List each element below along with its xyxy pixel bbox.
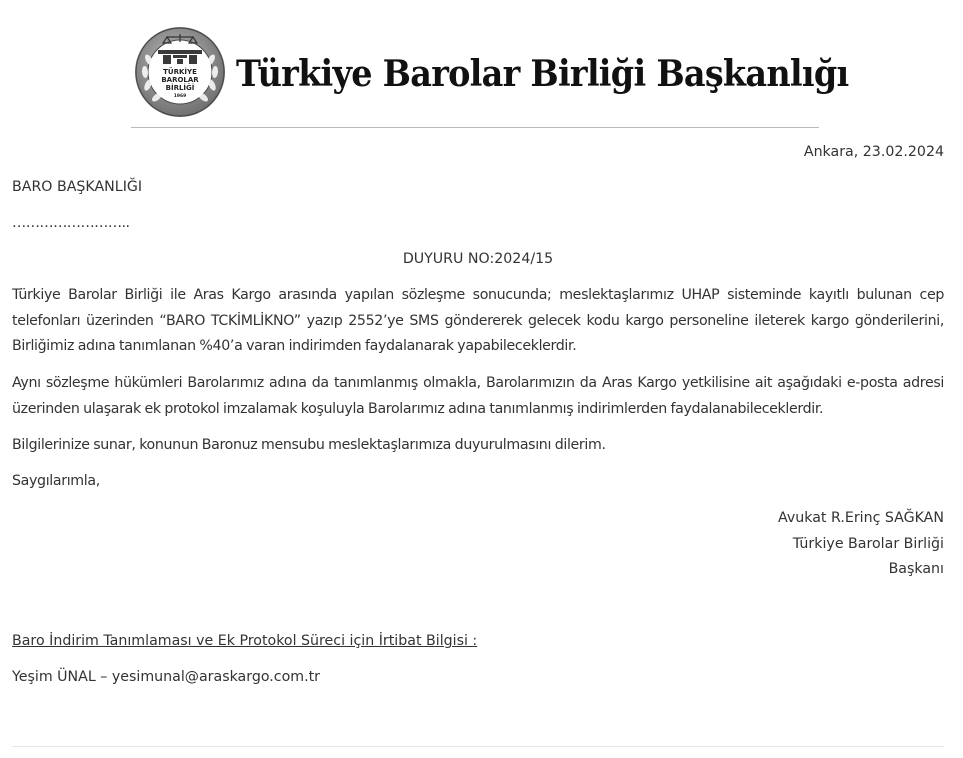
body-paragraph-3 [12, 433, 944, 459]
signatory-organization: Türkiye Barolar Birliği [792, 535, 944, 552]
body-paragraph-3-text: Bilgilerinize sunar, konunun Baronuz mensubu meslektaşlarımıza duyurulmasını dilerim. [12, 437, 606, 453]
addressee: BARO BAŞKANLIĞI [12, 179, 143, 195]
body-paragraph-1-text: Türkiye Barolar Birliği ile Aras Kargo arasında yapılan sözleşme sonucunda; meslektaşlarımız UHAP sisteminde kayıtlı bulunan cep telefonları üzerinden “BARO TCKİMLİKNO” yazıp 2552’ye SMS göndererek gelecek kodu kargo personeline ileterek kargo gönderilerini, Birliğimiz adına tanımlanan %40’a varan indirimden faydalanarak yapabileceklerdir. [12, 287, 944, 354]
footer-divider [12, 746, 944, 747]
signature-block [778, 506, 944, 583]
addressee-placeholder: …………………….. [12, 215, 130, 231]
tbb-seal-logo [133, 26, 227, 118]
body-paragraph-2 [12, 371, 944, 422]
seal-text-line-2: BAROLAR [161, 76, 199, 84]
body-paragraph-2-text: Aynı sözleşme hükümleri Barolarımız adına da tanımlanmış olmakla, Barolarımızın da Aras Kargo yetkilisine ait aşağıdaki e-posta adresi üzerinden ulaşarak ek protokol imzalamak koşuluyla Barolarımız adına tanımlanmış indirimlerden faydalanabileceklerdir. [12, 375, 944, 417]
letter-date: Ankara, 23.02.2024 [803, 144, 944, 160]
organization-title: Türkiye Barolar Birliği Başkanlığı [236, 53, 849, 95]
closing-salutation [12, 469, 944, 495]
contact-heading: Baro İndirim Tanımlaması ve Ek Protokol Süreci için İrtibat Bilgisi : [12, 633, 478, 649]
header-divider [131, 127, 819, 128]
closing-salutation-text: Saygılarımla, [12, 473, 100, 489]
notice-number: DUYURU NO:2024/15 [402, 251, 554, 267]
seal-text-line-1: TÜRKİYE [163, 68, 197, 76]
body-paragraph-1 [12, 283, 944, 360]
seal-text-year: 1969 [173, 94, 187, 99]
signatory-position: Başkanı [888, 561, 944, 577]
seal-text-line-3: BİRLİĞİ [165, 84, 195, 92]
signatory-name: Avukat R.Erinç SAĞKAN [778, 510, 944, 526]
contact-person: Yeşim ÜNAL – yesimunal@araskargo.com.tr [12, 669, 320, 685]
letterhead [0, 0, 963, 130]
